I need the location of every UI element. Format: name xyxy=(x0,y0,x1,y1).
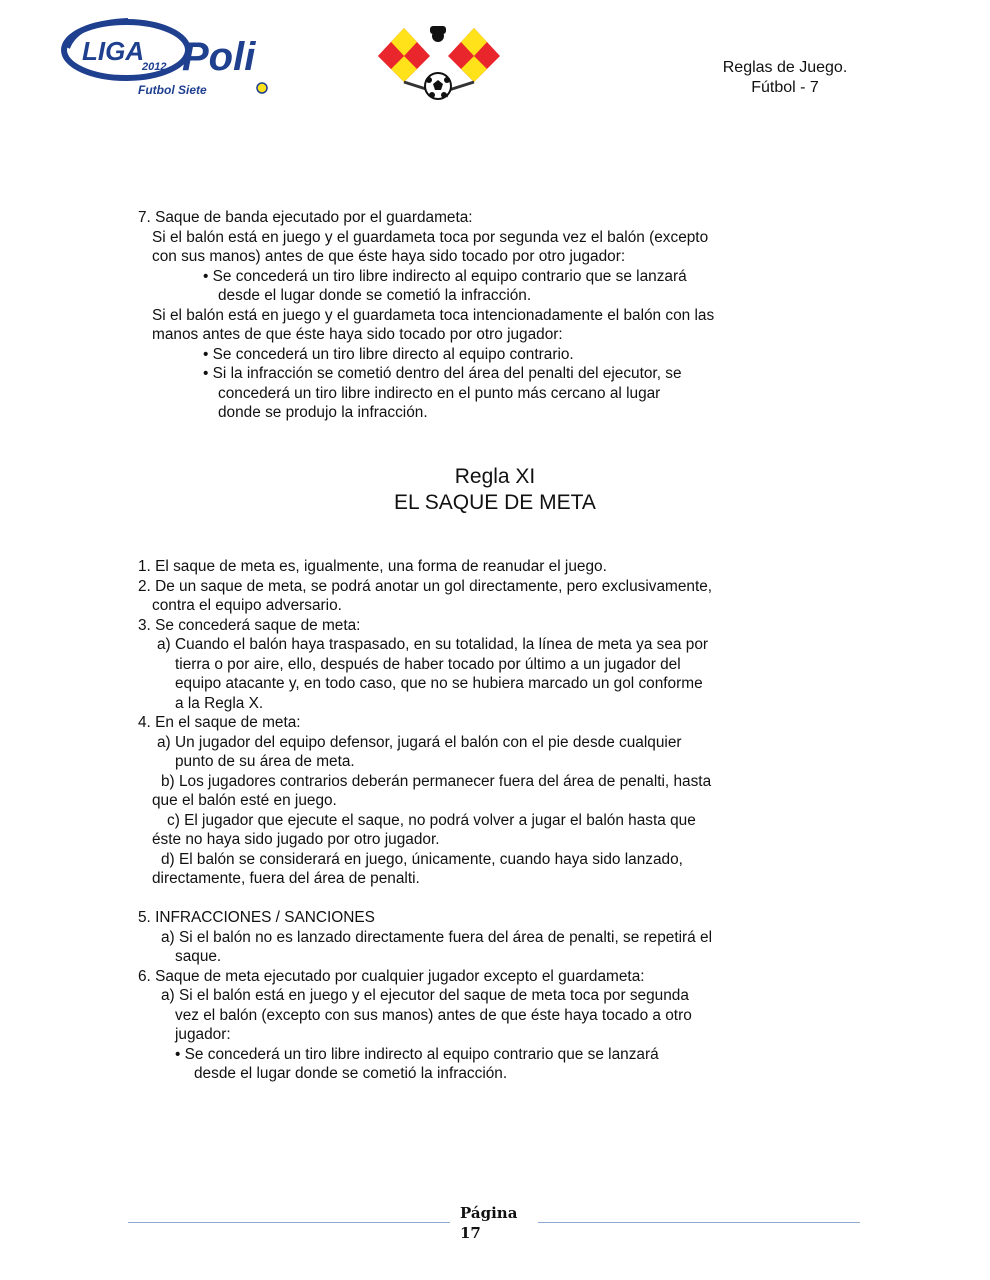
rule-number: Regla XI xyxy=(454,465,536,488)
referee-flags-logo xyxy=(374,18,504,102)
section7-paragraph-line: Si el balón está en juego y el guardameta toca intencionadamente el balón con las xyxy=(152,307,715,324)
bullet-line: • Se concederá un tiro libre indirecto al equipo contrario que se lanzará xyxy=(175,1046,659,1063)
logo-liga-text: LIGA xyxy=(82,36,145,66)
sub-item-continuation: saque. xyxy=(175,948,222,965)
sub-item-continuation: tierra o por aire, ello, después de haber tocado por último a un jugador del xyxy=(175,656,681,673)
list-item: 2. De un saque de meta, se podrá anotar un gol directamente, pero exclusivamente, xyxy=(138,578,713,595)
rule-title: EL SAQUE DE META xyxy=(394,491,596,514)
footer-rule-left xyxy=(128,1222,450,1223)
logo-ball-icon xyxy=(257,83,267,93)
sub-item-continuation: equipo atacante y, en todo caso, que no se hubiera marcado un gol conforme xyxy=(175,675,703,692)
list-item: 6. Saque de meta ejecutado por cualquier jugador excepto el guardameta: xyxy=(138,968,645,985)
bullet-line: desde el lugar donde se cometió la infracción. xyxy=(194,1065,508,1082)
page-number-value: 17 xyxy=(460,1224,481,1242)
sub-item-continuation: a la Regla X. xyxy=(175,695,264,712)
sub-item-continuation: vez el balón (excepto con sus manos) antes de que éste haya tocado a otro xyxy=(175,1007,692,1024)
header-title-line1: Reglas de Juego. xyxy=(722,59,848,76)
header-title-line2: Fútbol - 7 xyxy=(751,79,819,96)
whistle-icon xyxy=(430,26,446,42)
sub-item: a) Cuando el balón haya traspasado, en su totalidad, la línea de meta ya sea por xyxy=(157,636,709,653)
sub-item: b) Los jugadores contrarios deberán permanecer fuera del área de penalti, hasta xyxy=(161,773,712,790)
sub-item-continuation: jugador: xyxy=(175,1026,231,1043)
sub-item: a) Un jugador del equipo defensor, jugará el balón con el pie desde cualquier xyxy=(157,734,682,751)
football-icon xyxy=(425,73,451,99)
logo-poli: Poli xyxy=(182,35,256,79)
list-item-continuation: contra el equipo adversario. xyxy=(152,597,342,614)
section7-bullet-line: donde se produjo la infracción. xyxy=(218,404,428,421)
list-item: 5. INFRACCIONES / SANCIONES xyxy=(138,909,375,926)
section7-heading: 7. Saque de banda ejecutado por el guardameta: xyxy=(138,209,473,226)
footer-rule-right xyxy=(538,1222,860,1223)
list-item: 3. Se concederá saque de meta: xyxy=(138,617,361,634)
liga-poli-logo xyxy=(58,12,283,100)
logo-subtitle: Futbol Siete xyxy=(138,83,207,97)
page-number xyxy=(460,1203,517,1243)
sub-item: a) Si el balón no es lanzado directamente fuera del área de penalti, se repetirá el xyxy=(161,929,712,946)
section7-bullet-line: • Se concederá un tiro libre indirecto al equipo contrario que se lanzará xyxy=(203,268,687,285)
page-label: Página xyxy=(460,1204,518,1222)
section7-bullet-line: desde el lugar donde se cometió la infracción. xyxy=(218,287,532,304)
sub-item-continuation: directamente, fuera del área de penalti. xyxy=(152,870,420,887)
section7-bullet-line: concederá un tiro libre indirecto en el punto más cercano al lugar xyxy=(218,385,661,402)
section7-paragraph-line: con sus manos) antes de que éste haya sido tocado por otro jugador: xyxy=(152,248,626,265)
sub-item-continuation: que el balón esté en juego. xyxy=(152,792,337,809)
sub-item: d) El balón se considerará en juego, únicamente, cuando haya sido lanzado, xyxy=(161,851,683,868)
sub-item: c) El jugador que ejecute el saque, no podrá volver a jugar el balón hasta que xyxy=(167,812,696,829)
list-item: 1. El saque de meta es, igualmente, una forma de reanudar el juego. xyxy=(138,558,607,575)
section7-bullet-line: • Si la infracción se cometió dentro del área del penalti del ejecutor, se xyxy=(203,365,682,382)
document-header-title xyxy=(700,58,870,98)
section7-paragraph-line: manos antes de que éste haya sido tocado por otro jugador: xyxy=(152,326,563,343)
sub-item-continuation: punto de su área de meta. xyxy=(175,753,355,770)
logo-year: 2012 xyxy=(142,61,167,73)
sub-item: a) Si el balón está en juego y el ejecutor del saque de meta toca por segunda xyxy=(161,987,689,1004)
sub-item-continuation: éste no haya sido jugado por otro jugador. xyxy=(152,831,440,848)
list-item: 4. En el saque de meta: xyxy=(138,714,301,731)
section7-bullet-line: • Se concederá un tiro libre directo al equipo contrario. xyxy=(203,346,574,363)
section7-paragraph-line: Si el balón está en juego y el guardameta toca por segunda vez el balón (excepto xyxy=(152,229,709,246)
